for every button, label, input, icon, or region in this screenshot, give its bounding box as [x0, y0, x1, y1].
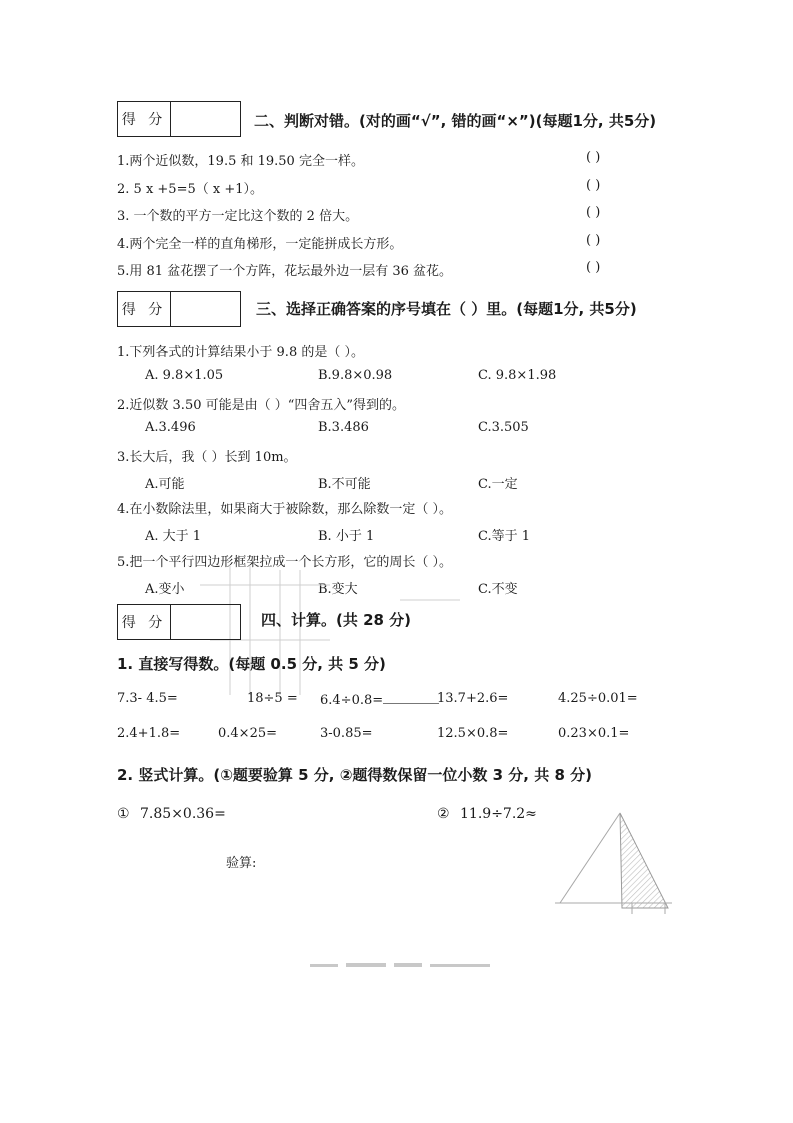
circled-number-1: ① [117, 806, 130, 822]
judge-question-5: 5.用 81 盆花摆了一个方阵，花坛最外边一层有 36 盆花。 [117, 264, 453, 279]
check-label: 验算: [226, 856, 257, 871]
judge-question-2: 2. 5 x +5=5（ x +1）。 [117, 182, 263, 197]
choice-3-option-b[interactable]: B.不可能 [318, 477, 371, 492]
choice-4-option-a[interactable]: A. 大于 1 [145, 529, 202, 544]
choice-3-option-a[interactable]: A.可能 [145, 477, 185, 492]
choice-2-option-c[interactable]: C.3.505 [478, 420, 529, 435]
calc-item-2-2: 0.4×25= [218, 726, 278, 741]
bleed-through-triangle [550, 808, 680, 918]
section4-title: 四、计算。(共 28 分) [261, 611, 412, 629]
calc-item-1-1: 7.3- 4.5= [117, 691, 178, 706]
calc-item-1-2: 18÷5 = [247, 691, 298, 706]
score-label: 得 分 [118, 292, 171, 326]
score-box-section3 [117, 291, 241, 327]
choice-question-3: 3.长大后，我（ ）长到 10m。 [117, 450, 297, 465]
vertical-calc-1 [117, 806, 226, 822]
score-value-field[interactable] [171, 292, 240, 326]
choice-question-2: 2.近似数 3.50 可能是由（ ）“四舍五入”得到的。 [117, 398, 406, 413]
choice-5-option-b[interactable]: B.变大 [318, 582, 358, 597]
choice-2-option-a[interactable]: A.3.496 [145, 420, 196, 435]
section2-title: 二、判断对错。(对的画“√”, 错的画“×”)(每题1分, 共5分) [254, 112, 657, 130]
choice-5-option-a[interactable]: A.变小 [145, 582, 185, 597]
footer-smudge [310, 960, 500, 972]
section3-title: 三、选择正确答案的序号填在（ ）里。(每题1分, 共5分) [256, 300, 637, 318]
calc-item-2-3: 3-0.85= [320, 726, 373, 741]
calc-item-2-5: 0.23×0.1= [558, 726, 630, 741]
score-value-field[interactable] [171, 102, 240, 136]
choice-3-option-c[interactable]: C.一定 [478, 477, 518, 492]
vertical-calc-2 [437, 806, 537, 822]
score-value-field[interactable] [171, 605, 240, 639]
judge-question-1: 1.两个近似数，19.5 和 19.50 完全一样。 [117, 154, 364, 169]
vertical-calc-1-expr: 7.85×0.36= [140, 806, 226, 822]
choice-1-option-a[interactable]: A. 9.8×1.05 [145, 368, 224, 383]
judge-answer-4[interactable]: ( ) [586, 233, 601, 248]
calc-item-1-5: 4.25÷0.01= [558, 691, 638, 706]
page-footer-faint [310, 960, 500, 975]
score-label: 得 分 [118, 605, 171, 639]
score-box-section2 [117, 101, 241, 137]
judge-answer-1[interactable]: ( ) [586, 150, 601, 165]
judge-question-4: 4.两个完全一样的直角梯形，一定能拼成长方形。 [117, 237, 403, 252]
score-label: 得 分 [118, 102, 171, 136]
calc-item-1-4: 13.7+2.6= [437, 691, 509, 706]
part1-title: 1. 直接写得数。(每题 0.5 分, 共 5 分) [117, 655, 386, 673]
choice-question-4: 4.在小数除法里，如果商大于被除数，那么除数一定（ ）。 [117, 502, 453, 517]
choice-question-1: 1.下列各式的计算结果小于 9.8 的是（ ）。 [117, 345, 364, 360]
circled-number-2: ② [437, 806, 450, 822]
choice-5-option-c[interactable]: C.不变 [478, 582, 518, 597]
judge-answer-3[interactable]: ( ) [586, 205, 601, 220]
judge-question-3: 3. 一个数的平方一定比这个数的 2 倍大。 [117, 209, 359, 224]
vertical-calc-2-expr: 11.9÷7.2≈ [460, 806, 537, 822]
calc-item-2-1: 2.4+1.8= [117, 726, 181, 741]
judge-answer-5[interactable]: ( ) [586, 260, 601, 275]
answer-blank[interactable] [383, 691, 439, 704]
judge-answer-2[interactable]: ( ) [586, 178, 601, 193]
choice-1-option-c[interactable]: C. 9.8×1.98 [478, 368, 557, 383]
part2-title: 2. 竖式计算。(①题要验算 5 分, ②题得数保留一位小数 3 分, 共 8 分) [117, 766, 592, 784]
choice-question-5: 5.把一个平行四边形框架拉成一个长方形，它的周长（ ）。 [117, 555, 453, 570]
choice-4-option-c[interactable]: C.等于 1 [478, 529, 531, 544]
score-box-section4 [117, 604, 241, 640]
calc-item-1-3: 6.4÷0.8= [320, 691, 439, 708]
calc-item-2-4: 12.5×0.8= [437, 726, 509, 741]
choice-2-option-b[interactable]: B.3.486 [318, 420, 369, 435]
choice-1-option-b[interactable]: B.9.8×0.98 [318, 368, 393, 383]
choice-4-option-b[interactable]: B. 小于 1 [318, 529, 375, 544]
